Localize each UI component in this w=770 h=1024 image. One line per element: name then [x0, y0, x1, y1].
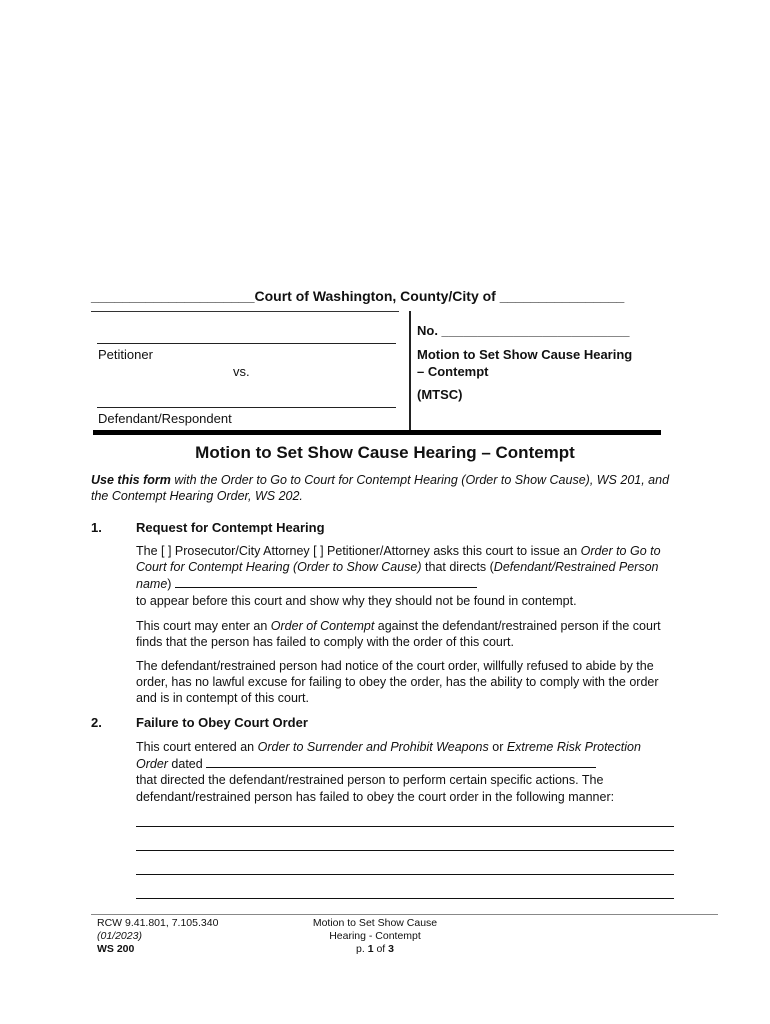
respondent-name-line[interactable] — [97, 407, 396, 408]
section-2-heading: Failure to Obey Court Order — [136, 715, 308, 730]
petitioner-label: Petitioner — [98, 347, 153, 362]
form-title-line2: – Contempt — [417, 364, 489, 379]
case-number[interactable]: No. __________________________ — [417, 323, 630, 338]
s2p1-c: dated — [167, 757, 207, 772]
s1p2-em: Order of Contempt — [270, 619, 375, 633]
failure-description-line-2[interactable] — [136, 850, 674, 851]
vs-label: vs. — [233, 364, 250, 379]
intro-text — [91, 472, 681, 504]
s1p2-b: against the defendant/restrained person if the court finds that the person has failed to comply with the order of this court. — [136, 619, 661, 650]
footer-date: (01/2023) — [97, 930, 142, 942]
petitioner-name-line[interactable] — [97, 343, 396, 344]
s1p1-em: Order to Go to Court for Contempt Hearing (Order to Show Cause) — [136, 544, 661, 575]
footer-page-mid: of — [373, 943, 389, 955]
footer-page — [295, 943, 455, 956]
s1p1-d: to appear before this court and show why they should not be found in contempt. — [136, 593, 577, 608]
s1p1-b: that directs ( — [421, 560, 494, 575]
caption-bottom-rule — [93, 430, 661, 435]
section-1-para-2 — [136, 618, 676, 650]
caption-top-rule — [91, 311, 399, 312]
form-title-line1: Motion to Set Show Cause Hearing — [417, 347, 633, 362]
court-header: _____________________Court of Washington, County/City of ________________ — [91, 288, 625, 304]
section-1-para-1 — [136, 543, 676, 609]
footer-left — [97, 917, 218, 956]
section-1-para-3: The defendant/restrained person had notice of the court order, willfully refused to abide by the order, has no lawful excuse for failing to obey the order, has the ability to comply with the order and is in contempt of this court. — [136, 659, 659, 706]
form-code: (MTSC) — [417, 387, 463, 402]
s1p1-a: The [ ] Prosecutor/City Attorney [ ] Petitioner/Attorney asks this court to issue an — [136, 544, 581, 558]
case-caption — [91, 311, 661, 435]
intro-lead: Use this form — [91, 473, 171, 487]
s2p1-a: This court entered an — [136, 740, 258, 754]
failure-description-line-3[interactable] — [136, 874, 674, 875]
s2p1-b: or — [488, 740, 507, 754]
footer-rule — [91, 914, 718, 915]
respondent-label: Defendant/Respondent — [98, 411, 232, 426]
s2p1-em2: Extreme Risk Protection Order — [136, 740, 641, 772]
footer-page-num: 1 — [367, 943, 374, 955]
failure-description-line-4[interactable] — [136, 898, 674, 899]
footer-center-1: Motion to Set Show Cause — [312, 917, 438, 929]
s2p1-em: Order to Surrender and Prohibit Weapons — [257, 740, 489, 754]
footer-page-prefix: p. — [356, 943, 368, 955]
defendant-name-field[interactable] — [175, 575, 477, 588]
failure-description-line-1[interactable] — [136, 826, 674, 827]
footer-rcw: RCW 9.41.801, 7.105.340 — [97, 917, 219, 929]
s1p1-em2: Defendant/Restrained Person name — [136, 560, 659, 592]
document-title: Motion to Set Show Cause Hearing – Contempt — [195, 443, 575, 462]
s1p1-c: ) — [167, 577, 175, 592]
section-1-heading: Request for Contempt Hearing — [136, 520, 325, 535]
section-1-number: 1. — [91, 520, 102, 535]
footer-code: WS 200 — [97, 943, 135, 955]
order-date-field[interactable] — [206, 755, 596, 768]
s2p1-d: that directed the defendant/restrained person to perform certain specific actions. The defendant/restrained person has failed to obey the court order in the following manner: — [136, 773, 615, 804]
footer-center-2: Hearing - Contempt — [329, 930, 421, 942]
footer-center — [295, 917, 455, 956]
section-2-number: 2. — [91, 715, 102, 730]
footer-page-total: 3 — [388, 943, 394, 955]
s1p2-a: This court may enter an — [136, 619, 271, 633]
intro-rest: with the Order to Go to Court for Contempt Hearing (Order to Show Cause), WS 201, and the Contempt Hearing Order, WS 202. — [91, 473, 670, 503]
caption-divider — [409, 311, 411, 433]
section-2-para-1 — [136, 739, 676, 805]
